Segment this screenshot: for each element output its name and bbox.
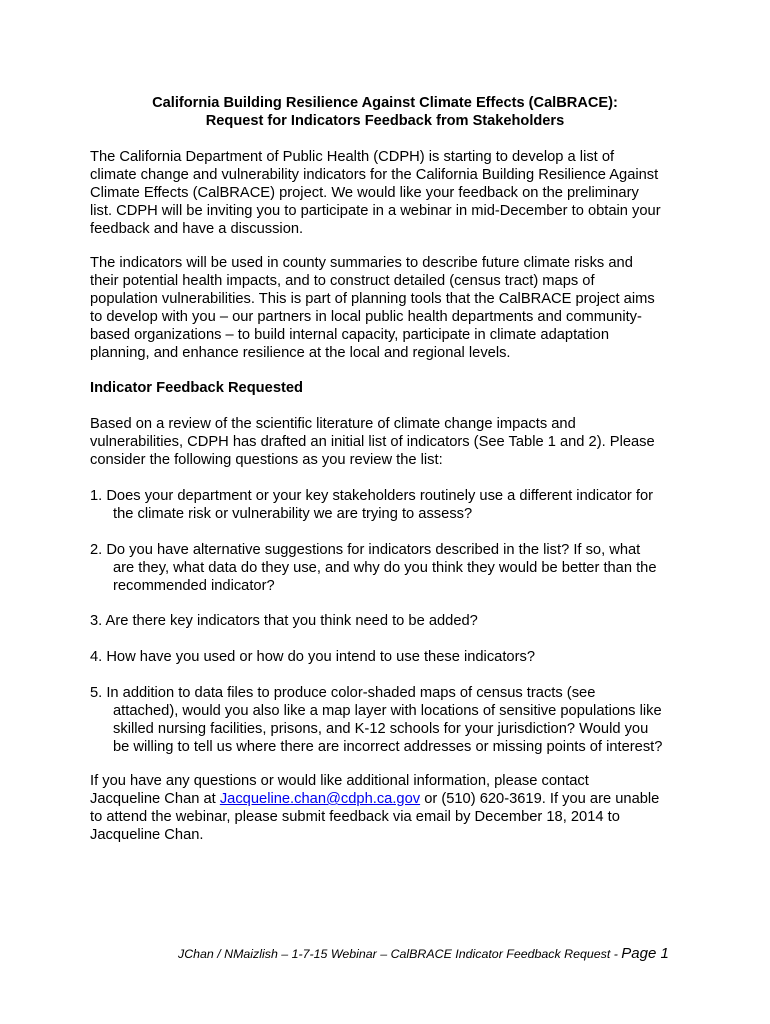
paragraph-line: Jacqueline Chan. (90, 827, 204, 843)
paragraph-line: to develop with you – our partners in local public health departments and community- (90, 309, 642, 325)
footer-text: JChan / NMaizlish – 1-7-15 Webinar – CalBRACE Indicator Feedback Request (178, 947, 611, 961)
question-line: be willing to tell us where there are incorrect addresses or missing points of interest? (113, 739, 663, 755)
question-item (90, 612, 690, 630)
title-line-2: Request for Indicators Feedback from Stakeholders (205, 113, 565, 129)
title-line-1: California Building Resilience Against Climate Effects (CalBRACE): (152, 95, 618, 111)
paragraph-line: population vulnerabilities. This is part of planning tools that the CalBRACE project aims (90, 291, 655, 307)
intro-paragraph (90, 148, 690, 238)
review-paragraph (90, 415, 690, 469)
paragraph-line: climate change and vulnerability indicators for the California Building Resilience Against (90, 167, 659, 183)
paragraph-line: If you have any questions or would like additional information, please contact (90, 773, 589, 789)
paragraph-line: planning, and enhance resilience at the local and regional levels. (90, 345, 511, 361)
paragraph-line: Climate Effects (CalBRACE) project. We would like your feedback on the preliminary (90, 185, 639, 201)
question-line: 5. In addition to data files to produce color-shaded maps of census tracts (see (90, 685, 596, 701)
contact-paragraph (90, 772, 690, 844)
paragraph-line: based organizations – to build internal capacity, participate in climate adaptation (90, 327, 610, 343)
question-line: 3. Are there key indicators that you think need to be added? (90, 613, 478, 629)
paragraph-line: vulnerabilities, CDPH has drafted an initial list of indicators (See Table 1 and 2). Please (90, 434, 655, 450)
paragraph-line: their potential health impacts, and to construct detailed (census tract) maps of (90, 273, 595, 289)
paragraph-line: The indicators will be used in county summaries to describe future climate risks and (90, 255, 633, 271)
question-item (90, 541, 690, 595)
paragraph-line: The California Department of Public Health (CDPH) is starting to develop a list of (90, 149, 615, 165)
question-line: skilled nursing facilities, prisons, and K-12 schools for your jurisdiction? Would you (113, 721, 649, 737)
question-line: 1. Does your department or your key stakeholders routinely use a different indicator for (90, 488, 654, 504)
purpose-paragraph (90, 254, 690, 362)
page-number: Page 1 (621, 945, 669, 962)
email-link[interactable]: Jacqueline.chan@cdph.ca.gov (219, 791, 421, 807)
question-line: 2. Do you have alternative suggestions for indicators described in the list? If so, what (90, 542, 641, 558)
document-title (0, 94, 770, 130)
paragraph-line: feedback and have a discussion. (90, 221, 304, 237)
footer-separator: - (610, 947, 622, 961)
question-line: 4. How have you used or how do you intend to use these indicators? (90, 649, 535, 665)
paragraph-line (90, 790, 690, 808)
question-line: the climate risk or vulnerability we are trying to assess? (113, 506, 473, 522)
page-footer (178, 944, 669, 964)
question-item (90, 487, 690, 523)
contact-name-text: Jacqueline Chan at (90, 791, 220, 807)
question-line: recommended indicator? (113, 578, 275, 594)
paragraph-line: to attend the webinar, please submit feedback via email by December 18, 2014 to (90, 809, 620, 825)
section-heading: Indicator Feedback Requested (90, 380, 304, 396)
contact-phone-text: or (510) 620-3619. If you are unable (420, 791, 660, 807)
question-line: attached), would you also like a map layer with locations of sensitive populations like (113, 703, 662, 719)
paragraph-line: consider the following questions as you review the list: (90, 452, 443, 468)
paragraph-line: list. CDPH will be inviting you to participate in a webinar in mid-December to obtain your (90, 203, 661, 219)
question-item (90, 648, 690, 666)
question-item (90, 684, 690, 756)
question-line: are they, what data do they use, and why do you think they would be better than the (113, 560, 657, 576)
paragraph-line: Based on a review of the scientific literature of climate change impacts and (90, 416, 576, 432)
